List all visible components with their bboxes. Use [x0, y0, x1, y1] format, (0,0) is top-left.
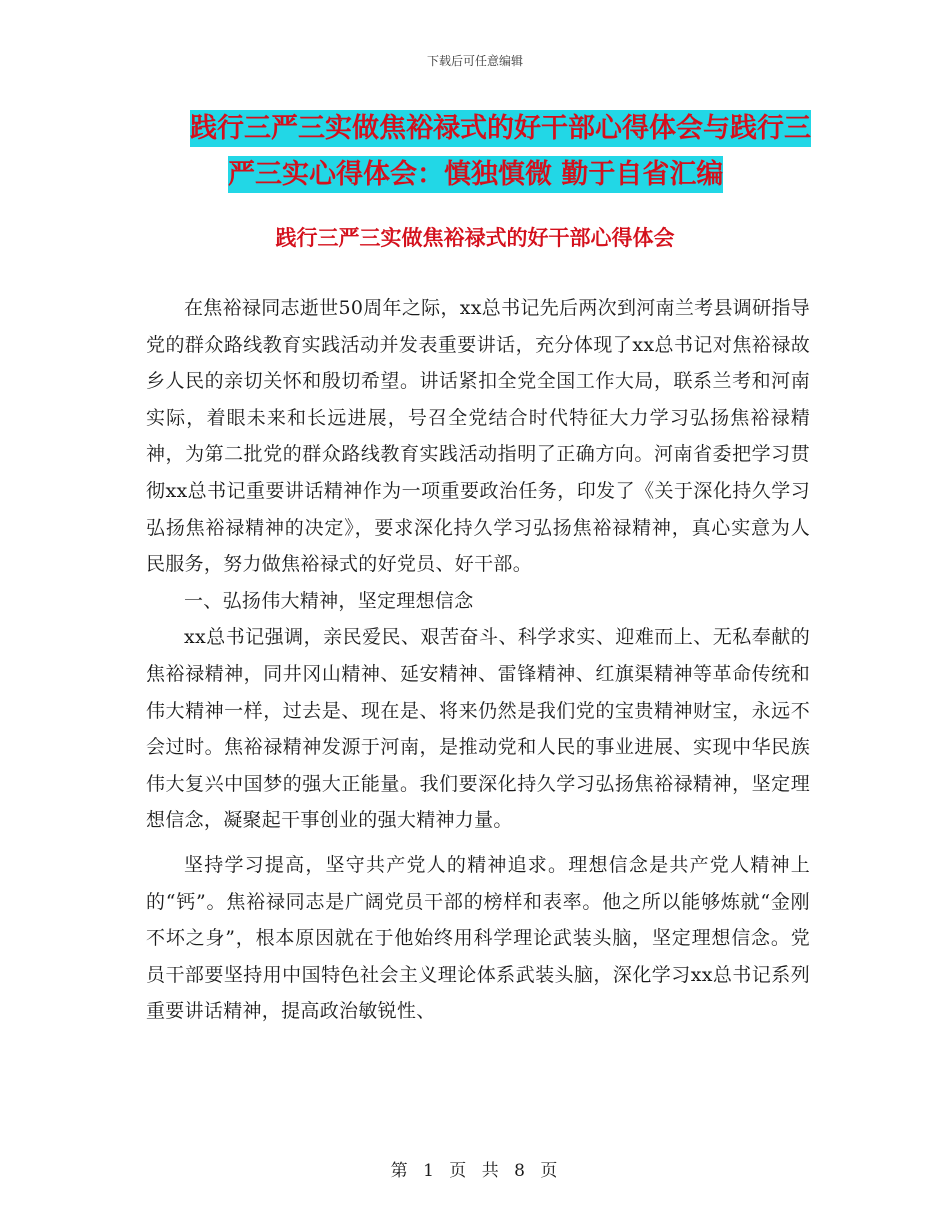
title-line-2: 严三实心得体会：慎独慎微 勤于自省汇编 [228, 156, 723, 193]
document-title [190, 106, 830, 198]
section-title: 践行三严三实做焦裕禄式的好干部心得体会 [275, 225, 675, 250]
paragraph: 在焦裕禄同志逝世50周年之际，xx总书记先后两次到河南兰考县调研指导党的群众路线教育实践活动并发表重要讲话，充分体现了xx总书记对焦裕禄故乡人民的亲切关怀和殷切希望。讲话紧扣全党全国工作大局，联系兰考和河南实际，着眼未来和长远进展，号召全党结合时代特征大力学习弘扬焦裕禄精神，为第二批党的群众路线教育实践活动指明了正确方向。河南省委把学习贯彻xx总书记重要讲话精神作为一项重要政治任务，印发了《关于深化持久学习弘扬焦裕禄精神的决定》，要求深化持久学习弘扬焦裕禄精神，真心实意为人民服务，努力做焦裕禄式的好党员、好干部。 [146, 297, 810, 576]
title-line-1: 践行三严三实做焦裕禄式的好干部心得体会与践行三 [190, 110, 811, 147]
paragraph: 坚持学习提高，坚守共产党人的精神追求。理想信念是共产党人精神上的“钙”。焦裕禄同志是广阔党员干部的榜样和表率。他之所以能够炼就“金刚不坏之身”，根本原因就在于他始终用科学理论武装头脑，坚定理想信念。党员干部要坚持用中国特色社会主义理论体系武装头脑，深化学习xx总书记系列重要讲话精神，提高政治敏锐性、 [146, 853, 810, 1023]
paragraph: xx总书记强调，亲民爱民、艰苦奋斗、科学求实、迎难而上、无私奉献的焦裕禄精神，同井冈山精神、延安精神、雷锋精神、红旗渠精神等革命传统和伟大精神一样，过去是、现在是、将来仍然是我们党的宝贵精神财宝，永远不会过时。焦裕禄精神发源于河南，是推动党和人民的事业进展、实现中华民族伟大复兴中国梦的强大正能量。我们要深化持久学习弘扬焦裕禄精神，坚定理想信念，凝聚起干事创业的强大精神力量。 [146, 626, 810, 832]
page-footer: 第 1 页 共 8 页 [390, 1161, 560, 1181]
section-heading: 一、弘扬伟大精神，坚定理想信念 [184, 589, 474, 612]
header-note: 下载后可任意编辑 [426, 54, 523, 68]
body-text [146, 290, 810, 1030]
